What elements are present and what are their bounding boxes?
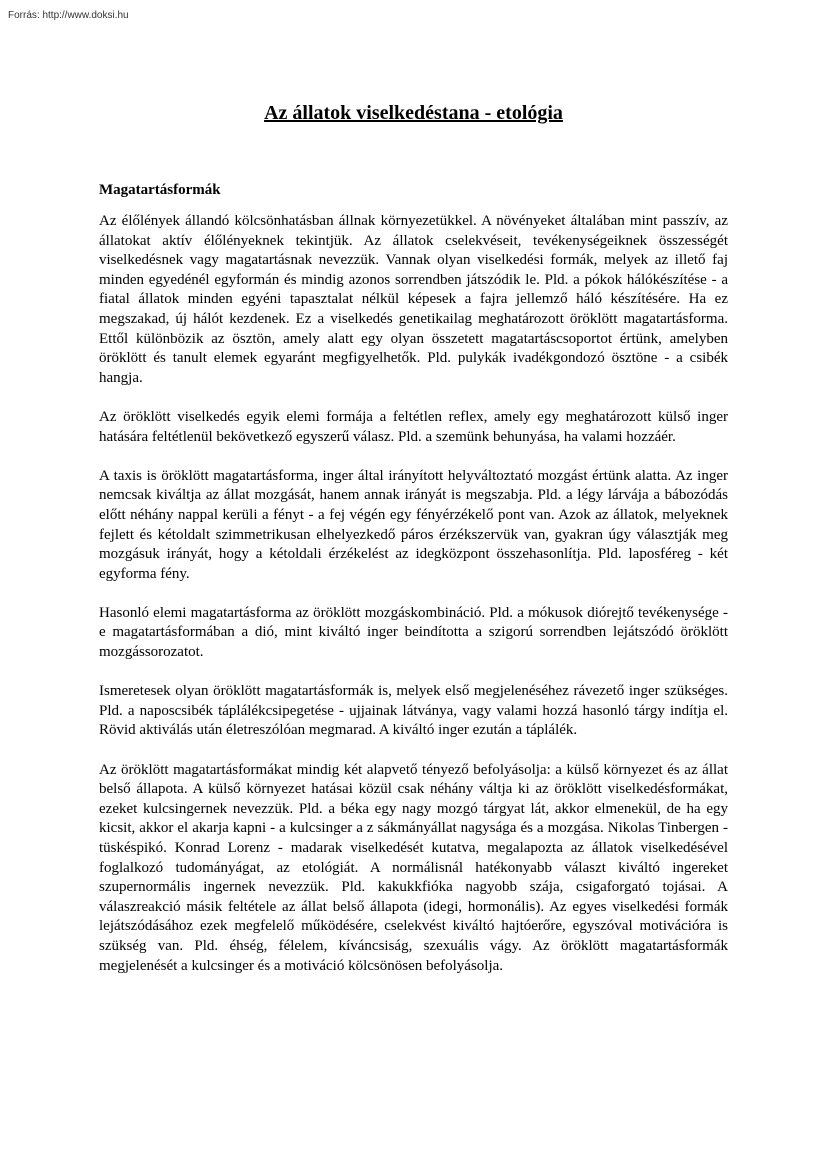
paragraph-1: Az élőlények állandó kölcsönhatásban állnak környezetükkel. A növényeket általában mint passzív, az állatokat aktív élőlényeknek tekintjük. Az állatok cselekvéseit, tevékenységeiknek összességét viselkedésnek vagy magatartásnak nevezzük. Vannak olyan viselkedési formák, melyek az illető faj minden egyedénél egyformán és mindig azonos sorrendben játszódik le. Pld. a pókok hálókészítése - a fiatal állatok minden egyéni tapasztalat nélkül képesek a fajra jellemző háló készítésére. Ha ez megszakad, új hálót kezdenek. Ez a viselkedés genetikailag meghatározott öröklött magatartásforma. Ettől különbözik az ösztön, amely alatt egy olyan összetett magatartáscsoportot értünk, amelyben öröklött és tanult elemek egyaránt megfigyelhetők. Pld. pulykák ivadékgondozó ösztöne - a csibék hangja. (99, 213, 728, 386)
paragraph-4: Hasonló elemi magatartásforma az öröklött mozgáskombináció. Pld. a mókusok diórejtő tevékenysége - e magatartásformában a dió, mint kiváltó inger beindította a szigorú sorrendben lejátszódó öröklött mozgássorozatot. (99, 604, 728, 661)
source-label: Forrás: http://www.doksi.hu (8, 10, 129, 21)
document-title: Az állatok viselkedéstana - etológia (264, 102, 563, 124)
paragraph-5: Ismeretesek olyan öröklött magatartásformák is, melyek első megjelenéséhez rávezető inger szükséges. Pld. a naposcsibék táplálékcsipegetése - ujjainak látványa, vagy valami hozzá hasonló tárgy indítja el. Rövid aktiválás után életreszólóan megmarad. A kiváltó inger ezután a táplálék. (99, 683, 728, 739)
document-page (99, 98, 728, 996)
document-body (99, 212, 728, 976)
section-heading: Magatartásformák (99, 182, 221, 198)
paragraph-3: A taxis is öröklött magatartásforma, inger által irányított helyváltoztató mozgást értünk alatta. Az inger nemcsak kiváltja az állat mozgását, hanem annak irányát is megszabja. Pld. a légy lárvája a bábozódás előtt néhány nappal kerüli a fényt - a fej végén egy fényérzékelő pont van. Azok az állatok, melyeknek fejlett és kétoldalt szimmetrikusan elhelyezkedő páros érzékszervük van, gyakran úgy választják meg mozgásuk irányát, hogy a kétoldali érzékelést az idegközpont összehasonlítja. Pld. laposféreg - két egyforma fény. (99, 467, 728, 582)
paragraph-6: Az öröklött magatartásformákat mindig két alapvető tényező befolyásolja: a külső környezet és az állat belső állapota. A külső környezet hatásai közül csak néhány váltja ki az öröklött viselkedésformákat, ezeket kulcsingernek nevezzük. Pld. a béka egy nagy mozgó tárgyat lát, akkor elmenekül, de ha egy kicsit, akkor el akarja kapni - a kulcsinger a z sákmányállat nagysága és a mozgása. Nikolas Tinbergen - tüskéspikó. Konrad Lorenz - madarak viselkedését kutatva, megalapozta az állatok viselkedésével foglalkozó tudományágat, az etológiát. A normálisnál hatékonyabb választ kiváltó ingereket szupernormális ingernek nevezzük. Pld. kakukkfióka nagyobb szája, csigaforgató tojásai. A válaszreakció másik feltétele az állat belső állapota (idegi, hormonális). Az egyes viselkedési formák lejátszódásához ezek megfelelő működésére, cselekvést kiváltó hajtóerőre, egyszóval motivációra is szükség van. Pld. éhség, félelem, kíváncsiság, szexuális vágy. Az öröklött magatartásformák megjelenését a kulcsinger és a motiváció kölcsönösen befolyásolja. (99, 761, 728, 974)
paragraph-2: Az öröklött viselkedés egyik elemi formája a feltétlen reflex, amely egy meghatározott külső inger hatására feltétlenül bekövetkező egyszerű válasz. Pld. a szemünk behunyása, ha valami hozzáér. (99, 408, 728, 445)
